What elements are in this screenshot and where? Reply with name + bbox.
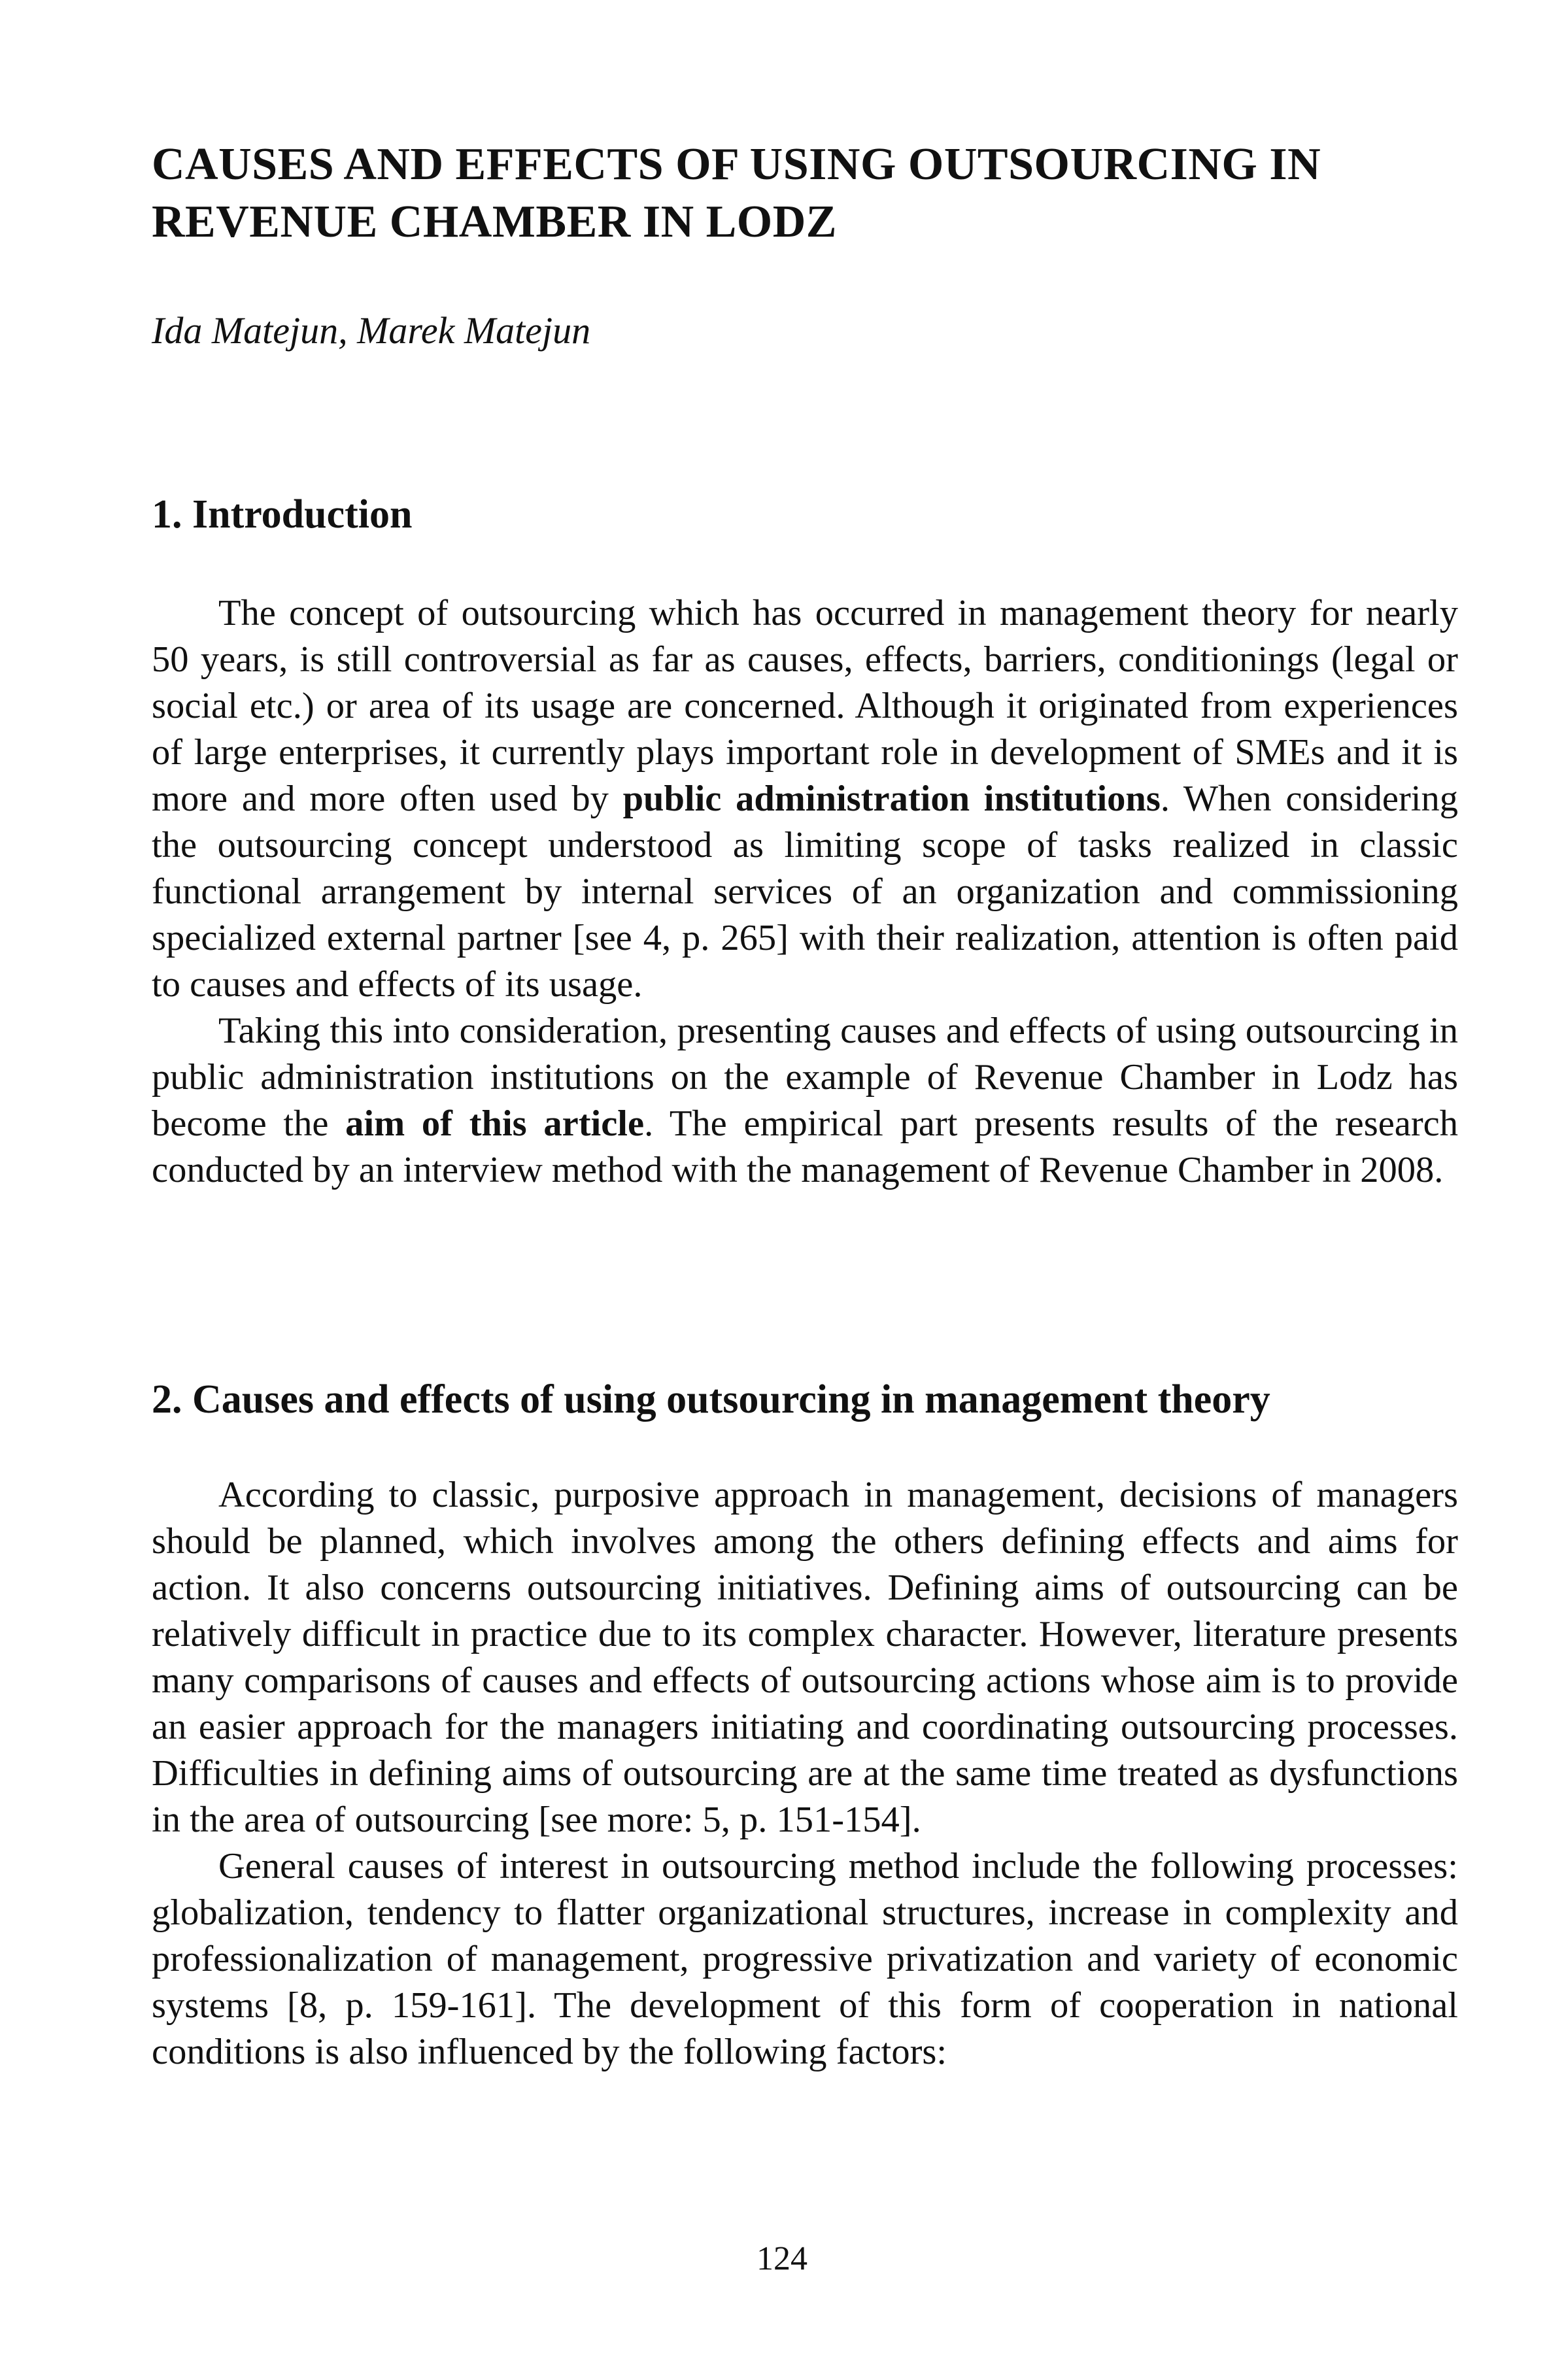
page-number: 124	[756, 2240, 808, 2277]
paragraph-text: According to classic, purposive approach in management, decisions of managers should be planned, which involves among the others defining effects and aims for action. It also concerns outsourcing initiatives. Defining aims of outsourcing can be relatively difficult in practice due to its complex character. However, literature presents many comparisons of causes and effects of outsourcing actions whose aim is to provide an easier approach for the managers initiating and coordinating outsourcing processes. Difficulties in defining aims of outsourcing are at the same time treated as dysfunctions in the area of outsourcing [see more: 5, p. 151-154].	[152, 1475, 1458, 1840]
emphasized-text: public administration institutions	[622, 779, 1161, 819]
paragraph-text: . The empirical part presents results of the research conducted by an interview method with the management of Revenue Chamber in 2008.	[152, 1103, 1458, 1190]
section-body-introduction	[152, 590, 1458, 1194]
paragraph	[152, 1008, 1458, 1194]
section-heading-introduction: 1. Introduction	[152, 492, 413, 537]
paragraph	[152, 1843, 1458, 2075]
paragraph	[152, 1472, 1458, 1843]
article-authors: Ida Matejun, Marek Matejun	[152, 309, 591, 352]
paragraph-text: . When considering the outsourcing concept understood as limiting scope of tasks realized in classic functional arrangement by internal services of an organization and commissioning specialized external partner [see 4, p. 265] with their realization, attention is often paid to causes and effects of its usage.	[152, 779, 1458, 1005]
emphasized-text: aim of this article	[345, 1103, 645, 1144]
section-body-causes-effects	[152, 1472, 1458, 2075]
paragraph	[152, 590, 1458, 1008]
article-title: CAUSES AND EFFECTS OF USING OUTSOURCING IN REVENUE CHAMBER IN LODZ	[152, 139, 1321, 247]
paragraph-text: General causes of interest in outsourcing method include the following processes: globalization, tendency to flatter organizational structures, increase in complexity and professionalization of management, progressive privatization and variety of economic systems [8, p. 159-161]. The development of this form of cooperation in national conditions is also influenced by the following factors:	[152, 1846, 1458, 2072]
section-heading-causes-effects: 2. Causes and effects of using outsourcing in management theory	[152, 1377, 1270, 1422]
paragraph-text: Taking this into consideration, presenting causes and effects of using outsourcing in public administration institutions on the example of Revenue Chamber in Lodz has become the	[152, 1011, 1458, 1144]
paragraph-text: The concept of outsourcing which has occurred in management theory for nearly 50 years, is still controversial as far as causes, effects, barriers, conditionings (legal or social etc.) or area of its usage are concerned. Although it originated from experiences of large enterprises, it currently plays important role in development of SMEs and it is more and more often used by	[152, 593, 1458, 819]
